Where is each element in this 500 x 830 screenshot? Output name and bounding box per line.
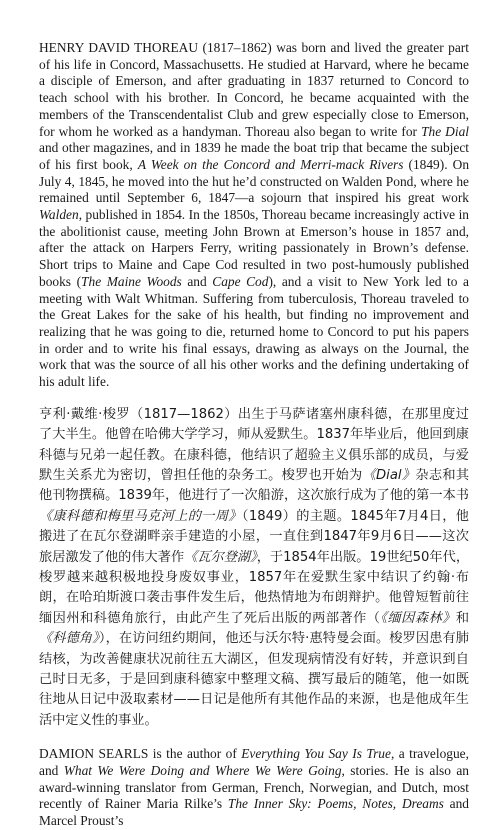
bio-text: （1849）的主题。1845年7月4日，他搬进了在瓦尔登湖畔亲手建造的小屋，一直住到1847年9月6日——这次旅居激发了他的伟大著作	[39, 508, 469, 565]
bio-text: and other magazines, and in 1839 he made the boat trip that became the subject of his first book,	[39, 140, 469, 172]
book-title: Walden	[39, 207, 79, 223]
thoreau-bio-english	[39, 40, 469, 391]
bio-text: (1849). On July 4, 1845, he moved into the hut he’d constructed on Walden Pond, where he remained until September 6, 1847—a sojourn that inspired his great work	[39, 156, 470, 206]
bio-text: , a travelogue, and	[39, 746, 469, 778]
book-title: A Week on the Concord and Merri-mack Rivers	[137, 156, 404, 172]
book-title: 《缅因森林》	[380, 610, 456, 626]
book-title: The Inner Sky: Poems, Notes, Dreams	[227, 796, 444, 812]
bio-text: and Marcel Proust’s	[39, 796, 469, 829]
bio-text: and	[181, 273, 213, 289]
book-title: 《康科德和梅里马克河上的一周》	[39, 508, 242, 524]
book-title: 《科德角》	[39, 631, 99, 647]
book-title: Cape Cod	[212, 273, 269, 289]
bio-text: HENRY DAVID THOREAU (1817–1862) was born and lived the greater part of his life in Concord, Massachusetts. He studied at Harvard, where he became a disciple of Emerson, and after graduating in 1837 returned to Concord to teach school with his brother. In Concord, he became acquainted with the members of the Transcendentalist Club and grew especially close to Emerson, for whom he worked as a handyman. Thoreau also began to write for	[39, 40, 469, 139]
searls-bio-english	[39, 746, 469, 830]
bio-text: , stories. He is also an award-winning translator from German, French, Norwegian, and Dutch, most recently of Rainer Maria Rilke’s	[39, 762, 469, 812]
thoreau-bio-chinese	[39, 405, 469, 732]
book-title: The Maine Woods	[81, 273, 182, 289]
bio-text: DAMION SEARLS is the author of	[39, 746, 242, 762]
book-title: 《瓦尔登湖》	[184, 549, 257, 565]
bio-text: ), and a visit to New York led to a meeting with Walt Whitman. Suffering from tuberculosis, Thoreau traveled to the Great Lakes for the sake of his health, but finding no improvement and realizing that he was going to die, returned home to Concord to put his papers in order and to write his final essays, drawing as always on the Journal, the work that was the source of all his other works and the defining undertaking of his adult life.	[39, 273, 469, 390]
book-title: 《Dial》	[362, 467, 416, 483]
bio-text: ，于1854年出版。19世纪50年代，梭罗越来越积极地投身废奴事业，1857年在爱默生家中结识了约翰·布朗，在哈珀斯渡口袭击事件发生后，他热情地为布朗辩护。他曾短暂前往缅因州和科德角旅行，由此产生了死后出版的两部著作（	[39, 549, 470, 626]
book-title: What We Were Doing and Where We Were Going	[63, 762, 342, 778]
bio-text: 亨利·戴维·梭罗（1817—1862）出生于马萨诸塞州康科德，在那里度过了大半生。他曾在哈佛大学学习，师从爱默生。1837年毕业后，他回到康科德与兄弟一起任教。在康科德，他结识了超验主义俱乐部的成员，与爱默生关系尤为密切，曾担任他的杂务工。梭罗也开始为	[39, 406, 469, 483]
book-title: The Dial	[421, 123, 469, 139]
bio-text: ），在访问纽约期间，他还与沃尔特·惠特曼会面。梭罗因患有肺结核，为改善健康状况前往五大湖区，但发现病情没有好转，并意识到自己时日无多，于是回到康科德家中整理文稿、撰写最后的随笔，他一如既往地从日记中汲取素材——日记是他所有其他作品的来源，也是他成年生活中定义性的事业。	[39, 631, 469, 728]
bio-text: 杂志和其他刊物撰稿。1839年，他进行了一次船游，这次旅行成为了他的第一本书	[39, 467, 470, 504]
bio-text: , published in 1854. In the 1850s, Thoreau became increasingly active in the abolitionist cause, meeting John Brown at Emerson’s house in 1857 and, after the attack on Harpers Ferry, writing passionately in Brown’s defense. Short trips to Maine and Cape Cod resulted in two post-humously published books (	[39, 207, 469, 289]
book-title: Everything You Say Is True	[241, 746, 391, 762]
bio-text: 和	[455, 610, 470, 626]
